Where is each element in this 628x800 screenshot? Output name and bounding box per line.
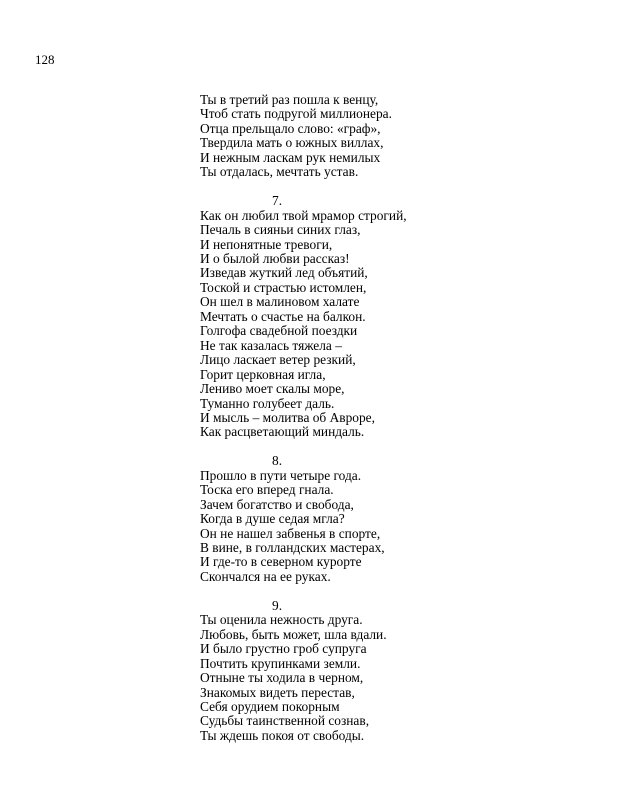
stanza-number: 8. bbox=[272, 453, 283, 469]
poem-line: Ты оценила нежность друга. bbox=[200, 612, 363, 628]
stanza-number: 7. bbox=[272, 193, 283, 209]
stanza-8 bbox=[200, 454, 600, 584]
poem-line: Любовь, быть может, шла вдали. bbox=[200, 626, 387, 642]
poem-line: Лицо ласкает ветер резкий, bbox=[200, 352, 356, 368]
poem-line: И непонятные тревоги, bbox=[200, 236, 333, 252]
stanza-9 bbox=[200, 599, 600, 744]
poem-line: Зачем богатство и свобода, bbox=[200, 496, 354, 512]
poem-line: Отныне ты ходила в черном, bbox=[200, 670, 364, 686]
poem-line: Ты отдалась, мечтать устав. bbox=[200, 164, 359, 180]
poem-line: Отца прельщало слово: «граф», bbox=[200, 120, 381, 136]
poem-line: Туманно голубеет даль. bbox=[200, 395, 335, 411]
poem-line: Печаль в сияньи синих глаз, bbox=[200, 222, 361, 238]
poem-line: Знакомых видеть перестав, bbox=[200, 684, 355, 700]
poem-line: Почтить крупинками земли. bbox=[200, 655, 361, 671]
poem-line: И о былой любви рассказ! bbox=[200, 250, 350, 266]
poem-line: Как расцветающий миндаль. bbox=[200, 424, 365, 440]
poem-line: Чтоб стать подругой миллионера. bbox=[200, 106, 392, 122]
page-number: 128 bbox=[35, 52, 55, 67]
poem-line: Голгофа свадебной поездки bbox=[200, 323, 358, 339]
poem-line: И было грустно гроб супруга bbox=[200, 641, 367, 657]
poem-line: И где-то в северном курорте bbox=[200, 554, 362, 570]
poem-line: Он не нашел забвенья в спорте, bbox=[200, 525, 381, 541]
poem-line: В вине, в голландских мастерах, bbox=[200, 540, 385, 556]
poem-line: Прошло в пути четыре года. bbox=[200, 467, 362, 483]
poem-line: Изведав жуткий лед объятий, bbox=[200, 265, 368, 281]
poem-body bbox=[200, 93, 600, 743]
poem-line: Ты ждешь покоя от свободы. bbox=[200, 727, 365, 743]
poem-line: И мысль – молитва об Авроре, bbox=[200, 409, 375, 425]
poem-line: Тоской и страстью истомлен, bbox=[200, 279, 367, 295]
poem-line: Горит церковная игла, bbox=[200, 366, 326, 382]
stanza-6-continued bbox=[200, 93, 600, 180]
poem-line: Твердила мать о южных виллах, bbox=[200, 135, 384, 151]
poem-line: Не так казалась тяжела – bbox=[200, 337, 342, 353]
poem-line: И нежным ласкам рук немилых bbox=[200, 149, 381, 165]
poem-line: Ты в третий раз пошла к венцу, bbox=[200, 92, 379, 107]
poem-line: Тоска его вперед гнала. bbox=[200, 482, 334, 498]
poem-line: Он шел в малиновом халате bbox=[200, 294, 360, 310]
poem-line: Как он любил твой мрамор строгий, bbox=[200, 207, 407, 223]
poem-line: Мечтать о счастье на балкон. bbox=[200, 308, 366, 324]
stanza-number: 9. bbox=[272, 597, 283, 613]
stanza-7 bbox=[200, 194, 600, 440]
poem-line: Когда в душе седая мгла? bbox=[200, 511, 345, 527]
poem-line: Скончался на ее руках. bbox=[200, 568, 331, 584]
poem-line: Судьбы таинственной сознав, bbox=[200, 713, 370, 729]
poem-line: Лениво моет скалы море, bbox=[200, 381, 345, 397]
poem-line: Себя орудием покорным bbox=[200, 698, 340, 714]
